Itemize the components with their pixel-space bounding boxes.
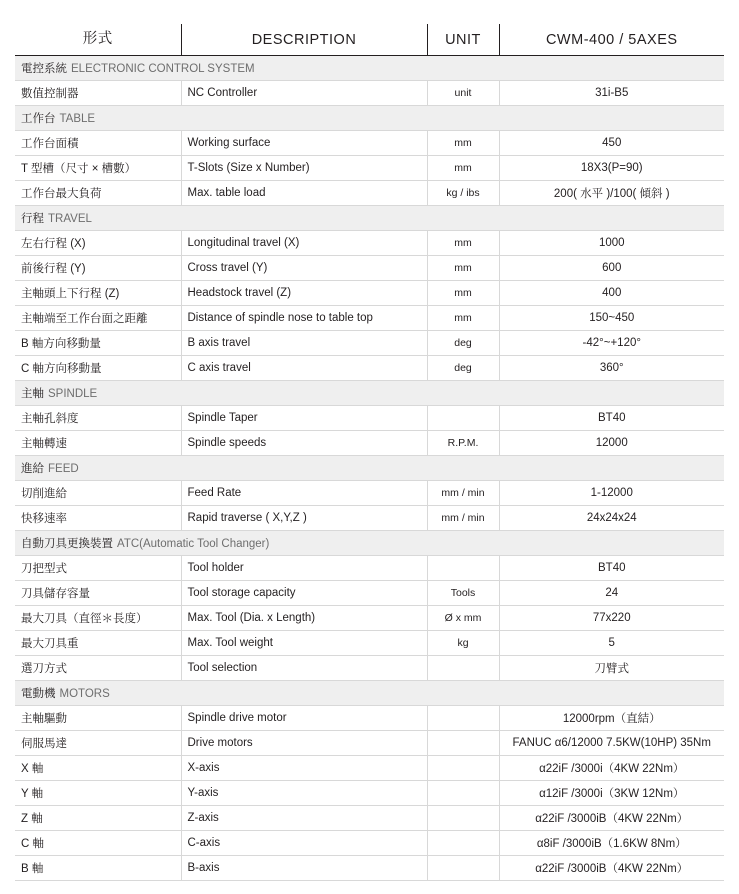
row-unit: Tools xyxy=(427,581,499,606)
row-unit: kg / ibs xyxy=(427,181,499,206)
row-value: 450 xyxy=(499,131,724,156)
row-description: Longitudinal travel (X) xyxy=(181,231,427,256)
row-description: X-axis xyxy=(181,756,427,781)
row-type-cn: 工作台最大負荷 xyxy=(15,181,181,206)
row-description: T-Slots (Size x Number) xyxy=(181,156,427,181)
table-row xyxy=(15,581,724,606)
table-body xyxy=(15,56,724,881)
row-value: 24 xyxy=(499,581,724,606)
table-row xyxy=(15,231,724,256)
header-description: DESCRIPTION xyxy=(181,24,427,56)
row-description: B-axis xyxy=(181,856,427,881)
section-label-en: ATC(Automatic Tool Changer) xyxy=(117,538,270,550)
row-type-cn: 主軸頭上下行程 (Z) xyxy=(15,281,181,306)
table-row xyxy=(15,781,724,806)
row-type-cn: 選刀方式 xyxy=(15,656,181,681)
section-label-cn: 電動機 xyxy=(21,688,56,700)
section-label xyxy=(15,56,724,81)
table-row xyxy=(15,806,724,831)
row-value: α8iF /3000iB（1.6KW 8Nm） xyxy=(499,831,724,856)
section-label-en: MOTORS xyxy=(59,688,110,700)
row-value: BT40 xyxy=(499,406,724,431)
section-label xyxy=(15,681,724,706)
row-type-cn: 主軸孔斜度 xyxy=(15,406,181,431)
table-row xyxy=(15,156,724,181)
row-value: α22iF /3000iB（4KW 22Nm） xyxy=(499,806,724,831)
row-type-cn: 快移速率 xyxy=(15,506,181,531)
row-unit: mm xyxy=(427,231,499,256)
section-row xyxy=(15,206,724,231)
section-label-cn: 行程 xyxy=(21,213,44,225)
row-description: Headstock travel (Z) xyxy=(181,281,427,306)
row-unit: mm xyxy=(427,306,499,331)
row-unit xyxy=(427,656,499,681)
header-unit: UNIT xyxy=(427,24,499,56)
row-value: 1000 xyxy=(499,231,724,256)
table-row xyxy=(15,256,724,281)
table-row xyxy=(15,631,724,656)
row-value: 600 xyxy=(499,256,724,281)
row-value: BT40 xyxy=(499,556,724,581)
section-label-en: FEED xyxy=(48,463,79,475)
row-type-cn: Y 軸 xyxy=(15,781,181,806)
row-unit xyxy=(427,406,499,431)
row-unit: unit xyxy=(427,81,499,106)
table-row xyxy=(15,856,724,881)
row-value: 31i-B5 xyxy=(499,81,724,106)
section-label-cn: 電控系統 xyxy=(21,63,67,75)
row-type-cn: C 軸方向移動量 xyxy=(15,356,181,381)
table-row xyxy=(15,181,724,206)
row-type-cn: B 軸 xyxy=(15,856,181,881)
row-description: Distance of spindle nose to table top xyxy=(181,306,427,331)
table-row xyxy=(15,431,724,456)
row-value: 12000 xyxy=(499,431,724,456)
row-type-cn: 切削進給 xyxy=(15,481,181,506)
row-description: C axis travel xyxy=(181,356,427,381)
row-value: 150~450 xyxy=(499,306,724,331)
row-type-cn: 主軸驅動 xyxy=(15,706,181,731)
row-unit: mm xyxy=(427,256,499,281)
row-unit xyxy=(427,781,499,806)
row-value: α12iF /3000i（3KW 12Nm） xyxy=(499,781,724,806)
section-row xyxy=(15,381,724,406)
row-type-cn: 刀具儲存容量 xyxy=(15,581,181,606)
row-description: Feed Rate xyxy=(181,481,427,506)
table-row xyxy=(15,656,724,681)
row-description: NC Controller xyxy=(181,81,427,106)
row-value: 200( 水平 )/100( 傾斜 ) xyxy=(499,181,724,206)
row-value: α22iF /3000i（4KW 22Nm） xyxy=(499,756,724,781)
row-unit: deg xyxy=(427,356,499,381)
section-label xyxy=(15,206,724,231)
row-unit xyxy=(427,856,499,881)
table-row xyxy=(15,556,724,581)
row-description: Z-axis xyxy=(181,806,427,831)
row-description: Max. Tool weight xyxy=(181,631,427,656)
row-type-cn: 左右行程 (X) xyxy=(15,231,181,256)
row-unit: mm / min xyxy=(427,506,499,531)
table-row xyxy=(15,731,724,756)
table-row xyxy=(15,756,724,781)
table-row xyxy=(15,481,724,506)
row-value: 刀臂式 xyxy=(499,656,724,681)
table-row xyxy=(15,406,724,431)
row-type-cn: 最大刀具重 xyxy=(15,631,181,656)
row-type-cn: 工作台面積 xyxy=(15,131,181,156)
row-unit: kg xyxy=(427,631,499,656)
table-header-row xyxy=(15,24,724,56)
row-description: B axis travel xyxy=(181,331,427,356)
section-label-cn: 自動刀具更換裝置 xyxy=(21,538,113,550)
row-unit: deg xyxy=(427,331,499,356)
row-unit: mm xyxy=(427,131,499,156)
row-unit xyxy=(427,731,499,756)
row-type-cn: 主軸轉速 xyxy=(15,431,181,456)
header-model: CWM-400 / 5AXES xyxy=(499,24,724,56)
row-unit: mm xyxy=(427,156,499,181)
row-description: Spindle speeds xyxy=(181,431,427,456)
section-label-en: TRAVEL xyxy=(48,213,92,225)
table-row xyxy=(15,831,724,856)
row-description: Rapid traverse ( X,Y,Z ) xyxy=(181,506,427,531)
section-label-en: TABLE xyxy=(59,113,96,125)
header-type: 形式 xyxy=(15,24,181,56)
section-label xyxy=(15,381,724,406)
row-value: 18X3(P=90) xyxy=(499,156,724,181)
row-unit: R.P.M. xyxy=(427,431,499,456)
section-label-en: ELECTRONIC CONTROL SYSTEM xyxy=(71,63,255,75)
table-row xyxy=(15,331,724,356)
specification-table xyxy=(15,24,724,881)
row-unit: mm / min xyxy=(427,481,499,506)
row-description: C-axis xyxy=(181,831,427,856)
section-row xyxy=(15,106,724,131)
row-description: Working surface xyxy=(181,131,427,156)
table-row xyxy=(15,81,724,106)
row-type-cn: 伺服馬達 xyxy=(15,731,181,756)
section-label-cn: 進給 xyxy=(21,463,44,475)
row-description: Drive motors xyxy=(181,731,427,756)
section-row xyxy=(15,531,724,556)
row-value: 5 xyxy=(499,631,724,656)
section-row xyxy=(15,56,724,81)
row-description: Cross travel (Y) xyxy=(181,256,427,281)
row-description: Max. Tool (Dia. x Length) xyxy=(181,606,427,631)
row-unit: mm xyxy=(427,281,499,306)
row-unit xyxy=(427,706,499,731)
row-unit xyxy=(427,756,499,781)
section-label xyxy=(15,106,724,131)
row-type-cn: 主軸端至工作台面之距離 xyxy=(15,306,181,331)
row-description: Spindle drive motor xyxy=(181,706,427,731)
row-type-cn: Z 軸 xyxy=(15,806,181,831)
row-description: Spindle Taper xyxy=(181,406,427,431)
row-type-cn: X 軸 xyxy=(15,756,181,781)
table-row xyxy=(15,306,724,331)
section-row xyxy=(15,456,724,481)
section-label-cn: 主軸 xyxy=(21,388,44,400)
row-description: Y-axis xyxy=(181,781,427,806)
row-value: 12000rpm（直結） xyxy=(499,706,724,731)
row-description: Max. table load xyxy=(181,181,427,206)
specification-sheet xyxy=(0,24,739,894)
row-value: 400 xyxy=(499,281,724,306)
row-value: 24x24x24 xyxy=(499,506,724,531)
row-value: 77x220 xyxy=(499,606,724,631)
row-value: α22iF /3000iB（4KW 22Nm） xyxy=(499,856,724,881)
section-label xyxy=(15,531,724,556)
row-value: 1-12000 xyxy=(499,481,724,506)
row-type-cn: 刀把型式 xyxy=(15,556,181,581)
row-value: 360° xyxy=(499,356,724,381)
section-label-en: SPINDLE xyxy=(48,388,98,400)
row-type-cn: 數值控制器 xyxy=(15,81,181,106)
table-row xyxy=(15,281,724,306)
row-type-cn: 前後行程 (Y) xyxy=(15,256,181,281)
row-unit xyxy=(427,556,499,581)
row-unit xyxy=(427,806,499,831)
section-row xyxy=(15,681,724,706)
row-description: Tool selection xyxy=(181,656,427,681)
row-unit: Ø x mm xyxy=(427,606,499,631)
row-description: Tool storage capacity xyxy=(181,581,427,606)
row-value: -42°~+120° xyxy=(499,331,724,356)
table-row xyxy=(15,706,724,731)
table-row xyxy=(15,506,724,531)
row-type-cn: T 型槽（尺寸 × 槽數） xyxy=(15,156,181,181)
table-row xyxy=(15,356,724,381)
row-unit xyxy=(427,831,499,856)
row-value: FANUC α6/12000 7.5KW(10HP) 35Nm xyxy=(499,731,724,756)
table-row xyxy=(15,131,724,156)
section-label-cn: 工作台 xyxy=(21,113,56,125)
row-type-cn: B 軸方向移動量 xyxy=(15,331,181,356)
row-type-cn: C 軸 xyxy=(15,831,181,856)
section-label xyxy=(15,456,724,481)
table-row xyxy=(15,606,724,631)
row-description: Tool holder xyxy=(181,556,427,581)
row-type-cn: 最大刀具（直徑＊長度） xyxy=(15,606,181,631)
